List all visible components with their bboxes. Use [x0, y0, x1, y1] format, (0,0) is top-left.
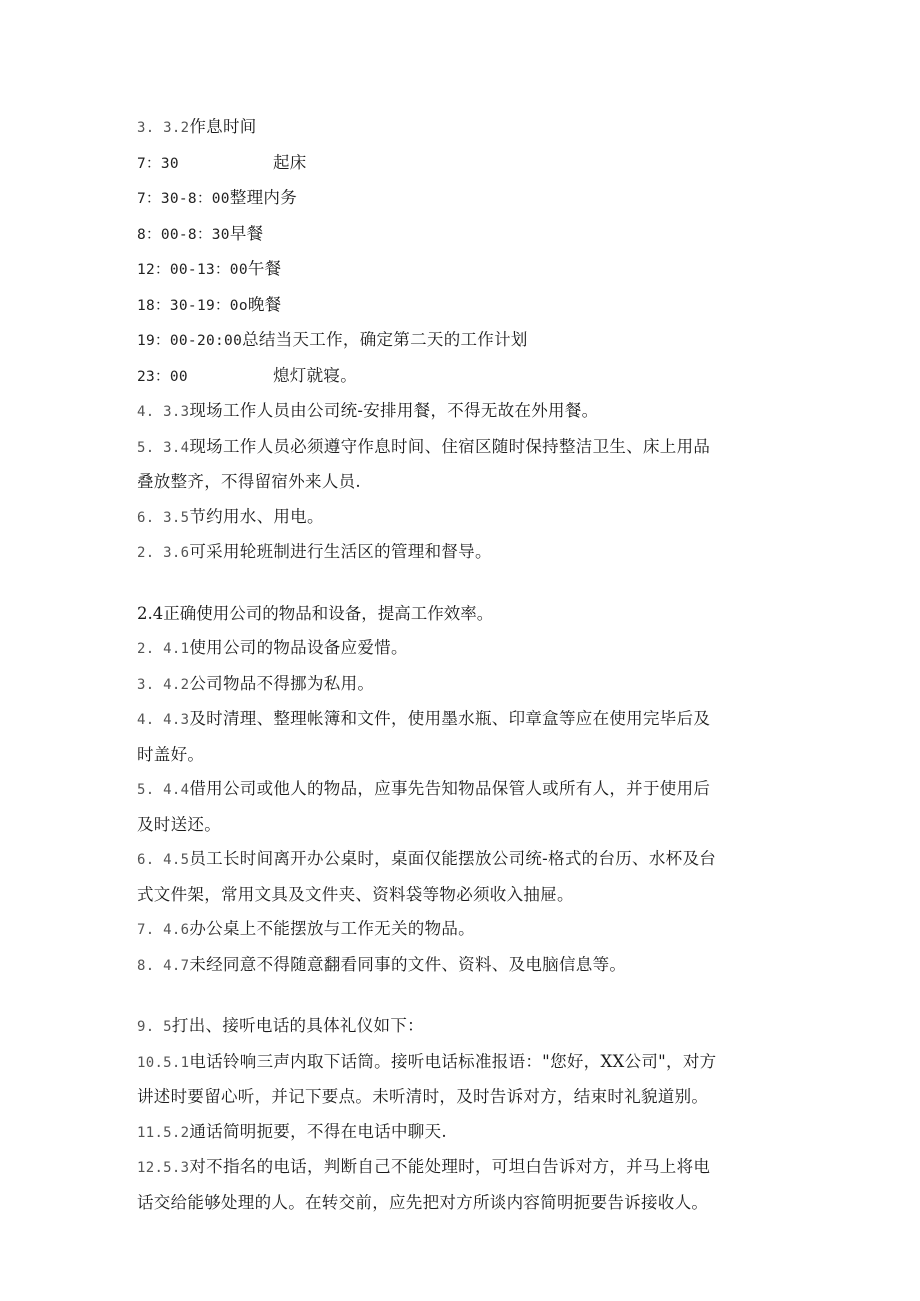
- document-line: [137, 702, 787, 738]
- line-text: 使用公司的物品设备应爱惜。: [189, 638, 408, 657]
- line-text: 现场工作人员必须遵守作息时间、住宿区随时保持整洁卫生、床上用品: [189, 436, 711, 456]
- line-number: 10.5.1: [137, 1054, 190, 1071]
- line-text: 时盖好。: [137, 744, 205, 764]
- document-line: [137, 878, 787, 913]
- line-number: 8. 4.7: [137, 957, 190, 974]
- line-text: 及时清理、整理帐簿和文件，使用墨水瓶、印章盒等应在使用完毕后及: [189, 709, 711, 728]
- document-line: [137, 323, 787, 359]
- line-text: 早餐: [229, 223, 264, 243]
- section-gap: [137, 983, 787, 1009]
- document-line: [137, 1009, 787, 1045]
- document-line: [137, 1080, 787, 1115]
- schedule-time: 7：30: [137, 155, 179, 172]
- line-text: 员工长时间离开办公桌时，桌面仅能摆放公司统-格式的台历、水杯及台: [189, 849, 717, 868]
- line-number: 8：00-8：30: [137, 226, 230, 243]
- line-text: 电话铃响三声内取下话筒。接听电话标准报语："您好，XX公司"，对方: [189, 1051, 717, 1071]
- document-line: [137, 252, 787, 288]
- line-number: 7. 4.6: [137, 922, 190, 938]
- document-line: [137, 217, 787, 253]
- document-body: [137, 110, 787, 1220]
- line-text: 式文件架，常用文具及文件夹、资料袋等物必须收入抽屉。: [137, 884, 574, 904]
- line-text: 公司物品不得挪为私用。: [189, 673, 375, 693]
- line-number: 6. 3.5: [137, 509, 190, 526]
- document-line: [137, 500, 787, 536]
- line-number: 18：30-19：0o: [137, 297, 248, 314]
- document-line: [137, 465, 787, 500]
- line-number: 19：00-20:00: [137, 333, 243, 349]
- line-number: 3. 4.2: [137, 676, 190, 693]
- document-line: [137, 808, 787, 843]
- line-text: 可采用轮班制进行生活区的管理和督导。: [189, 542, 492, 561]
- line-number: 7：30-8：00: [137, 191, 230, 207]
- line-number: 3. 3.2: [137, 120, 190, 136]
- line-text: 借用公司或他人的物品，应事先告知物品保管人或所有人，并于使用后: [189, 779, 711, 798]
- document-line: [137, 1115, 787, 1151]
- line-text: 晚餐: [247, 294, 282, 314]
- document-line: [137, 1150, 787, 1186]
- document-line: [137, 535, 787, 571]
- document-line: [137, 181, 787, 217]
- line-number: 5. 3.4: [137, 439, 190, 456]
- document-line: [137, 1045, 787, 1081]
- section-heading: 2.4正确使用公司的物品和设备，提高工作效率。: [137, 603, 494, 623]
- line-text: 叠放整齐，不得留宿外来人员.: [137, 472, 361, 491]
- line-number: 4. 4.3: [137, 712, 190, 728]
- document-line: [137, 146, 787, 182]
- document-line: [137, 359, 787, 395]
- schedule-time: 23：00: [137, 368, 188, 385]
- line-text: 节约用水、用电。: [189, 506, 324, 526]
- line-number: 12：00-13：00: [137, 262, 248, 278]
- document-line: [137, 394, 787, 430]
- line-number: 11.5.2: [137, 1124, 190, 1141]
- line-number: 9. 5: [137, 1019, 172, 1035]
- document-line: [137, 288, 787, 324]
- line-text: 话交给能够处理的人。在转交前，应先把对方所谈内容简明扼要告诉接收人。: [137, 1192, 709, 1212]
- line-text: 整理内务: [229, 188, 298, 207]
- line-number: 5. 4.4: [137, 782, 190, 798]
- line-number: 2. 4.1: [137, 641, 190, 657]
- line-text: 打出、接听电话的具体礼仪如下：: [171, 1016, 424, 1035]
- document-line: [137, 842, 787, 878]
- line-text: 对不指名的电话，判断自己不能处理时，可坦白告诉对方，并马上将电: [189, 1157, 711, 1176]
- line-text: 通话简明扼要，不得在电话中聊天.: [189, 1121, 447, 1141]
- line-number: 4. 3.3: [137, 404, 190, 420]
- document-line: [137, 667, 787, 703]
- line-number: 12.5.3: [137, 1160, 190, 1176]
- line-number: 2. 3.6: [137, 545, 190, 561]
- line-text: 熄灯就寝。: [273, 365, 357, 385]
- document-line: [137, 1186, 787, 1221]
- document-line: [137, 631, 787, 667]
- line-text: 总结当天工作，确定第二天的工作计划: [242, 330, 528, 349]
- document-line: [137, 738, 787, 773]
- line-text: 起床: [273, 152, 307, 172]
- line-text: 午餐: [247, 259, 282, 278]
- section-gap: [137, 571, 787, 597]
- line-text: 未经同意不得随意翻看同事的文件、资料、及电脑信息等。: [189, 954, 627, 974]
- line-text: 讲述时要留心听，并记下要点。未听清时，及时告诉对方，结束时礼貌道别。: [137, 1087, 709, 1106]
- document-line: [137, 912, 787, 948]
- line-text: 办公桌上不能摆放与工作无关的物品。: [189, 919, 475, 938]
- line-text: 现场工作人员由公司统-安排用餐，不得无故在外用餐。: [189, 401, 599, 420]
- document-line: [137, 772, 787, 808]
- line-number: 6. 4.5: [137, 852, 190, 868]
- line-text: 及时送还。: [137, 814, 221, 834]
- document-line: [137, 430, 787, 466]
- line-text: 作息时间: [189, 117, 257, 136]
- document-line: [137, 110, 787, 146]
- document-line: [137, 948, 787, 984]
